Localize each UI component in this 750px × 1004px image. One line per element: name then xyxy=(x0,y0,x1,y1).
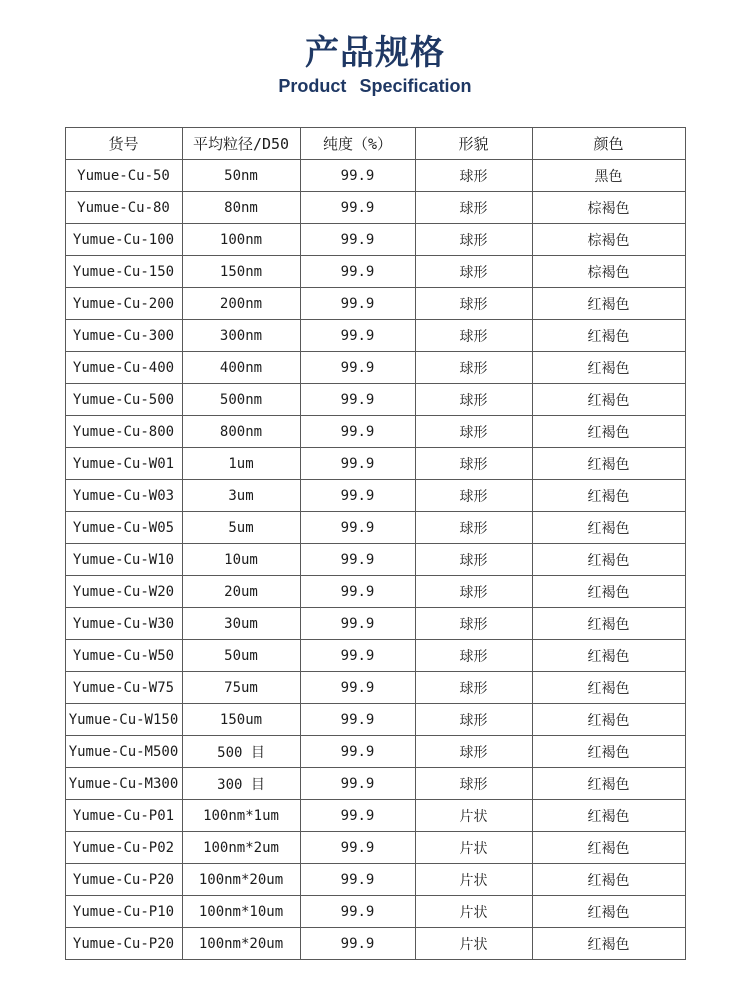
cell-item-no: Yumue-Cu-P10 xyxy=(65,896,182,928)
table-row xyxy=(65,800,685,832)
cell-particle-size-d50: 50um xyxy=(182,640,300,672)
cell-item-no: Yumue-Cu-W20 xyxy=(65,576,182,608)
header-cell-item-no: 货号 xyxy=(65,128,182,160)
cell-item-no: Yumue-Cu-W30 xyxy=(65,608,182,640)
cell-purity-percent: 99.9 xyxy=(300,384,415,416)
cell-color: 黑色 xyxy=(532,160,685,192)
cell-particle-size-d50: 200nm xyxy=(182,288,300,320)
cell-item-no: Yumue-Cu-M500 xyxy=(65,736,182,768)
cell-particle-size-d50: 500 目 xyxy=(182,736,300,768)
table-row xyxy=(65,640,685,672)
table-row xyxy=(65,224,685,256)
cell-particle-size-d50: 150um xyxy=(182,704,300,736)
cell-morphology: 球形 xyxy=(415,608,532,640)
cell-morphology: 球形 xyxy=(415,704,532,736)
cell-item-no: Yumue-Cu-W03 xyxy=(65,480,182,512)
table-row xyxy=(65,416,685,448)
table-row xyxy=(65,928,685,960)
cell-particle-size-d50: 50nm xyxy=(182,160,300,192)
cell-particle-size-d50: 3um xyxy=(182,480,300,512)
cell-particle-size-d50: 10um xyxy=(182,544,300,576)
cell-color: 红褐色 xyxy=(532,704,685,736)
cell-particle-size-d50: 800nm xyxy=(182,416,300,448)
cell-item-no: Yumue-Cu-80 xyxy=(65,192,182,224)
cell-item-no: Yumue-Cu-W75 xyxy=(65,672,182,704)
table-row xyxy=(65,704,685,736)
cell-morphology: 球形 xyxy=(415,768,532,800)
table-row xyxy=(65,576,685,608)
cell-purity-percent: 99.9 xyxy=(300,544,415,576)
cell-morphology: 片状 xyxy=(415,832,532,864)
cell-morphology: 球形 xyxy=(415,672,532,704)
cell-morphology: 球形 xyxy=(415,352,532,384)
table-row xyxy=(65,480,685,512)
page-title: 产品规格 xyxy=(305,34,445,72)
cell-purity-percent: 99.9 xyxy=(300,256,415,288)
cell-color: 红褐色 xyxy=(532,416,685,448)
cell-particle-size-d50: 500nm xyxy=(182,384,300,416)
cell-item-no: Yumue-Cu-200 xyxy=(65,288,182,320)
cell-purity-percent: 99.9 xyxy=(300,736,415,768)
cell-color: 红褐色 xyxy=(532,544,685,576)
cell-morphology: 球形 xyxy=(415,576,532,608)
cell-item-no: Yumue-Cu-100 xyxy=(65,224,182,256)
cell-item-no: Yumue-Cu-500 xyxy=(65,384,182,416)
cell-purity-percent: 99.9 xyxy=(300,896,415,928)
cell-color: 红褐色 xyxy=(532,512,685,544)
cell-item-no: Yumue-Cu-M300 xyxy=(65,768,182,800)
cell-particle-size-d50: 100nm xyxy=(182,224,300,256)
cell-color: 红褐色 xyxy=(532,928,685,960)
cell-morphology: 片状 xyxy=(415,896,532,928)
table-row xyxy=(65,192,685,224)
cell-morphology: 球形 xyxy=(415,480,532,512)
title-block xyxy=(0,0,750,97)
cell-particle-size-d50: 100nm*1um xyxy=(182,800,300,832)
cell-morphology: 球形 xyxy=(415,416,532,448)
page-subtitle: Product Specification xyxy=(278,76,472,96)
cell-morphology: 球形 xyxy=(415,160,532,192)
cell-purity-percent: 99.9 xyxy=(300,448,415,480)
table-body xyxy=(65,160,685,960)
cell-purity-percent: 99.9 xyxy=(300,928,415,960)
cell-color: 红褐色 xyxy=(532,320,685,352)
cell-color: 红褐色 xyxy=(532,352,685,384)
cell-morphology: 球形 xyxy=(415,256,532,288)
table-row xyxy=(65,320,685,352)
cell-morphology: 球形 xyxy=(415,192,532,224)
header-cell-particle-size-d50: 平均粒径/D50 xyxy=(182,128,300,160)
cell-color: 红褐色 xyxy=(532,480,685,512)
cell-color: 棕褐色 xyxy=(532,192,685,224)
table-row xyxy=(65,384,685,416)
cell-purity-percent: 99.9 xyxy=(300,864,415,896)
cell-color: 红褐色 xyxy=(532,896,685,928)
cell-purity-percent: 99.9 xyxy=(300,704,415,736)
header-row xyxy=(65,128,685,160)
cell-particle-size-d50: 5um xyxy=(182,512,300,544)
cell-color: 棕褐色 xyxy=(532,256,685,288)
cell-purity-percent: 99.9 xyxy=(300,512,415,544)
table-row xyxy=(65,832,685,864)
cell-morphology: 球形 xyxy=(415,736,532,768)
cell-color: 红褐色 xyxy=(532,576,685,608)
cell-particle-size-d50: 400nm xyxy=(182,352,300,384)
cell-particle-size-d50: 100nm*20um xyxy=(182,864,300,896)
cell-item-no: Yumue-Cu-P20 xyxy=(65,864,182,896)
cell-particle-size-d50: 20um xyxy=(182,576,300,608)
cell-purity-percent: 99.9 xyxy=(300,288,415,320)
table-row xyxy=(65,512,685,544)
cell-morphology: 球形 xyxy=(415,224,532,256)
cell-purity-percent: 99.9 xyxy=(300,352,415,384)
cell-morphology: 球形 xyxy=(415,320,532,352)
cell-item-no: Yumue-Cu-P20 xyxy=(65,928,182,960)
cell-color: 红褐色 xyxy=(532,608,685,640)
table-row xyxy=(65,352,685,384)
table-row xyxy=(65,672,685,704)
cell-morphology: 球形 xyxy=(415,544,532,576)
cell-purity-percent: 99.9 xyxy=(300,192,415,224)
cell-item-no: Yumue-Cu-W50 xyxy=(65,640,182,672)
cell-item-no: Yumue-Cu-800 xyxy=(65,416,182,448)
cell-color: 红褐色 xyxy=(532,640,685,672)
product-spec-table xyxy=(65,127,686,960)
cell-particle-size-d50: 150nm xyxy=(182,256,300,288)
cell-color: 红褐色 xyxy=(532,384,685,416)
cell-item-no: Yumue-Cu-50 xyxy=(65,160,182,192)
cell-purity-percent: 99.9 xyxy=(300,640,415,672)
cell-color: 棕褐色 xyxy=(532,224,685,256)
cell-purity-percent: 99.9 xyxy=(300,320,415,352)
cell-particle-size-d50: 1um xyxy=(182,448,300,480)
cell-item-no: Yumue-Cu-W05 xyxy=(65,512,182,544)
cell-particle-size-d50: 300nm xyxy=(182,320,300,352)
cell-morphology: 片状 xyxy=(415,928,532,960)
table-row xyxy=(65,544,685,576)
cell-particle-size-d50: 30um xyxy=(182,608,300,640)
cell-purity-percent: 99.9 xyxy=(300,832,415,864)
cell-particle-size-d50: 100nm*10um xyxy=(182,896,300,928)
cell-purity-percent: 99.9 xyxy=(300,224,415,256)
cell-color: 红褐色 xyxy=(532,448,685,480)
cell-item-no: Yumue-Cu-300 xyxy=(65,320,182,352)
cell-purity-percent: 99.9 xyxy=(300,416,415,448)
table-row xyxy=(65,288,685,320)
cell-item-no: Yumue-Cu-150 xyxy=(65,256,182,288)
cell-purity-percent: 99.9 xyxy=(300,768,415,800)
cell-item-no: Yumue-Cu-P01 xyxy=(65,800,182,832)
cell-particle-size-d50: 300 目 xyxy=(182,768,300,800)
cell-item-no: Yumue-Cu-W10 xyxy=(65,544,182,576)
cell-morphology: 球形 xyxy=(415,512,532,544)
cell-item-no: Yumue-Cu-400 xyxy=(65,352,182,384)
table-row xyxy=(65,160,685,192)
table-row xyxy=(65,256,685,288)
cell-morphology: 球形 xyxy=(415,448,532,480)
header-cell-color: 颜色 xyxy=(532,128,685,160)
table-row xyxy=(65,864,685,896)
cell-morphology: 球形 xyxy=(415,640,532,672)
header-cell-purity-percent: 纯度（%） xyxy=(300,128,415,160)
cell-purity-percent: 99.9 xyxy=(300,480,415,512)
table-row xyxy=(65,608,685,640)
table-row xyxy=(65,768,685,800)
cell-morphology: 片状 xyxy=(415,864,532,896)
cell-color: 红褐色 xyxy=(532,768,685,800)
cell-purity-percent: 99.9 xyxy=(300,608,415,640)
cell-particle-size-d50: 100nm*2um xyxy=(182,832,300,864)
table-row xyxy=(65,896,685,928)
cell-item-no: Yumue-Cu-W150 xyxy=(65,704,182,736)
cell-color: 红褐色 xyxy=(532,672,685,704)
header-cell-morphology: 形貌 xyxy=(415,128,532,160)
cell-particle-size-d50: 100nm*20um xyxy=(182,928,300,960)
cell-purity-percent: 99.9 xyxy=(300,576,415,608)
cell-color: 红褐色 xyxy=(532,800,685,832)
cell-color: 红褐色 xyxy=(532,288,685,320)
cell-item-no: Yumue-Cu-P02 xyxy=(65,832,182,864)
cell-purity-percent: 99.9 xyxy=(300,800,415,832)
cell-morphology: 片状 xyxy=(415,800,532,832)
cell-color: 红褐色 xyxy=(532,864,685,896)
table-row xyxy=(65,736,685,768)
table-row xyxy=(65,448,685,480)
cell-particle-size-d50: 75um xyxy=(182,672,300,704)
cell-color: 红褐色 xyxy=(532,832,685,864)
cell-purity-percent: 99.9 xyxy=(300,672,415,704)
cell-morphology: 球形 xyxy=(415,288,532,320)
cell-color: 红褐色 xyxy=(532,736,685,768)
cell-particle-size-d50: 80nm xyxy=(182,192,300,224)
cell-purity-percent: 99.9 xyxy=(300,160,415,192)
cell-item-no: Yumue-Cu-W01 xyxy=(65,448,182,480)
cell-morphology: 球形 xyxy=(415,384,532,416)
